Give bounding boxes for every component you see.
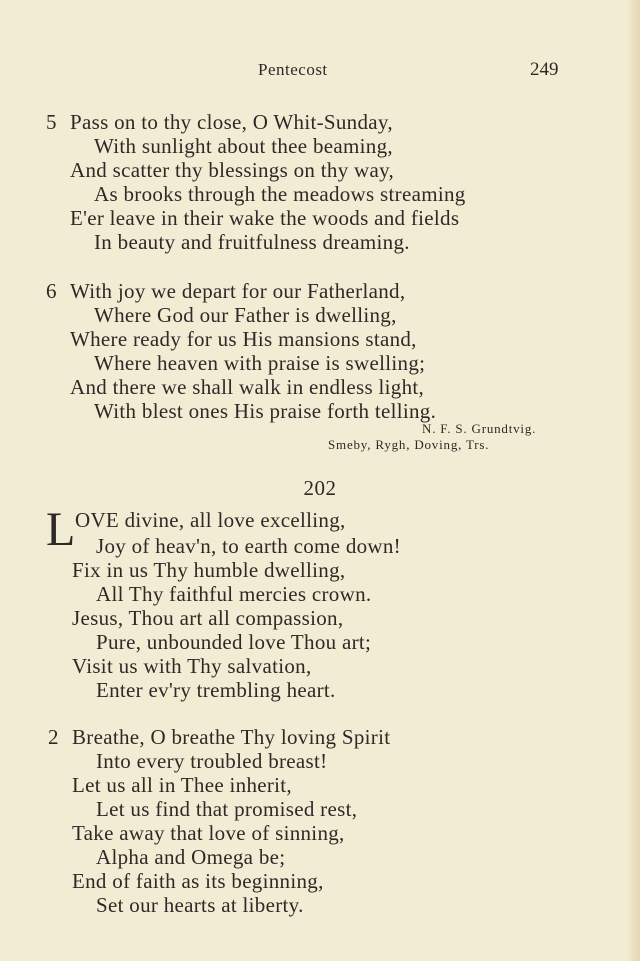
verse-line: And scatter thy blessings on thy way, (70, 158, 395, 182)
stanza-number: 2 (48, 725, 59, 749)
verse-line: Let us all in Thee inherit, (72, 773, 292, 797)
verse-line: As brooks through the meadows streaming (94, 182, 466, 206)
verse-line: With joy we depart for our Fatherland, (70, 279, 406, 303)
verse-line: End of faith as its beginning, (72, 869, 324, 893)
verse-line: Let us find that promised rest, (96, 797, 358, 821)
stanza-number: 6 (46, 279, 57, 303)
verse-line: OVE divine, all love excelling, (75, 508, 346, 532)
verse-line: Where heaven with praise is swelling; (94, 351, 426, 375)
author-credit: N. F. S. Grundtvig. (422, 421, 537, 436)
verse-line: Into every troubled breast! (96, 749, 328, 773)
verse-line: In beauty and fruitfulness dreaming. (94, 230, 410, 254)
stanza-number: 5 (46, 110, 57, 134)
running-head (0, 60, 640, 84)
verse-line: Jesus, Thou art all compassion, (72, 606, 344, 630)
translator-credit: Smeby, Rygh, Doving, Trs. (328, 437, 490, 452)
verse-line: Take away that love of sinning, (72, 821, 345, 845)
drop-cap: L (46, 503, 76, 556)
hymn-number: 202 (303, 476, 337, 500)
verse-line: Visit us with Thy salvation, (72, 654, 312, 678)
verse-line: Where ready for us His mansions stand, (70, 327, 417, 351)
verse-line: With sunlight about thee beaming, (94, 134, 393, 158)
verse-line: Enter ev'ry trembling heart. (96, 678, 336, 702)
verse-line: And there we shall walk in endless light, (70, 375, 425, 399)
verse-line: Breathe, O breathe Thy loving Spirit (72, 725, 391, 749)
verse-line: All Thy faithful mercies crown. (96, 582, 372, 606)
section-title: Pentecost (258, 60, 328, 79)
verse-line: Set our hearts at liberty. (96, 893, 304, 917)
verse-line: With blest ones His praise forth telling. (94, 399, 437, 423)
verse-line: Alpha and Omega be; (96, 845, 286, 869)
page-number: 249 (530, 59, 559, 80)
verse-line: Pass on to thy close, O Whit-Sunday, (70, 110, 393, 134)
verse-line: Joy of heav'n, to earth come down! (96, 534, 401, 558)
verse-line: E'er leave in their wake the woods and fields (70, 206, 460, 230)
verse-line: Pure, unbounded love Thou art; (96, 630, 372, 654)
verse-line: Where God our Father is dwelling, (94, 303, 397, 327)
verse-line: Fix in us Thy humble dwelling, (72, 558, 346, 582)
